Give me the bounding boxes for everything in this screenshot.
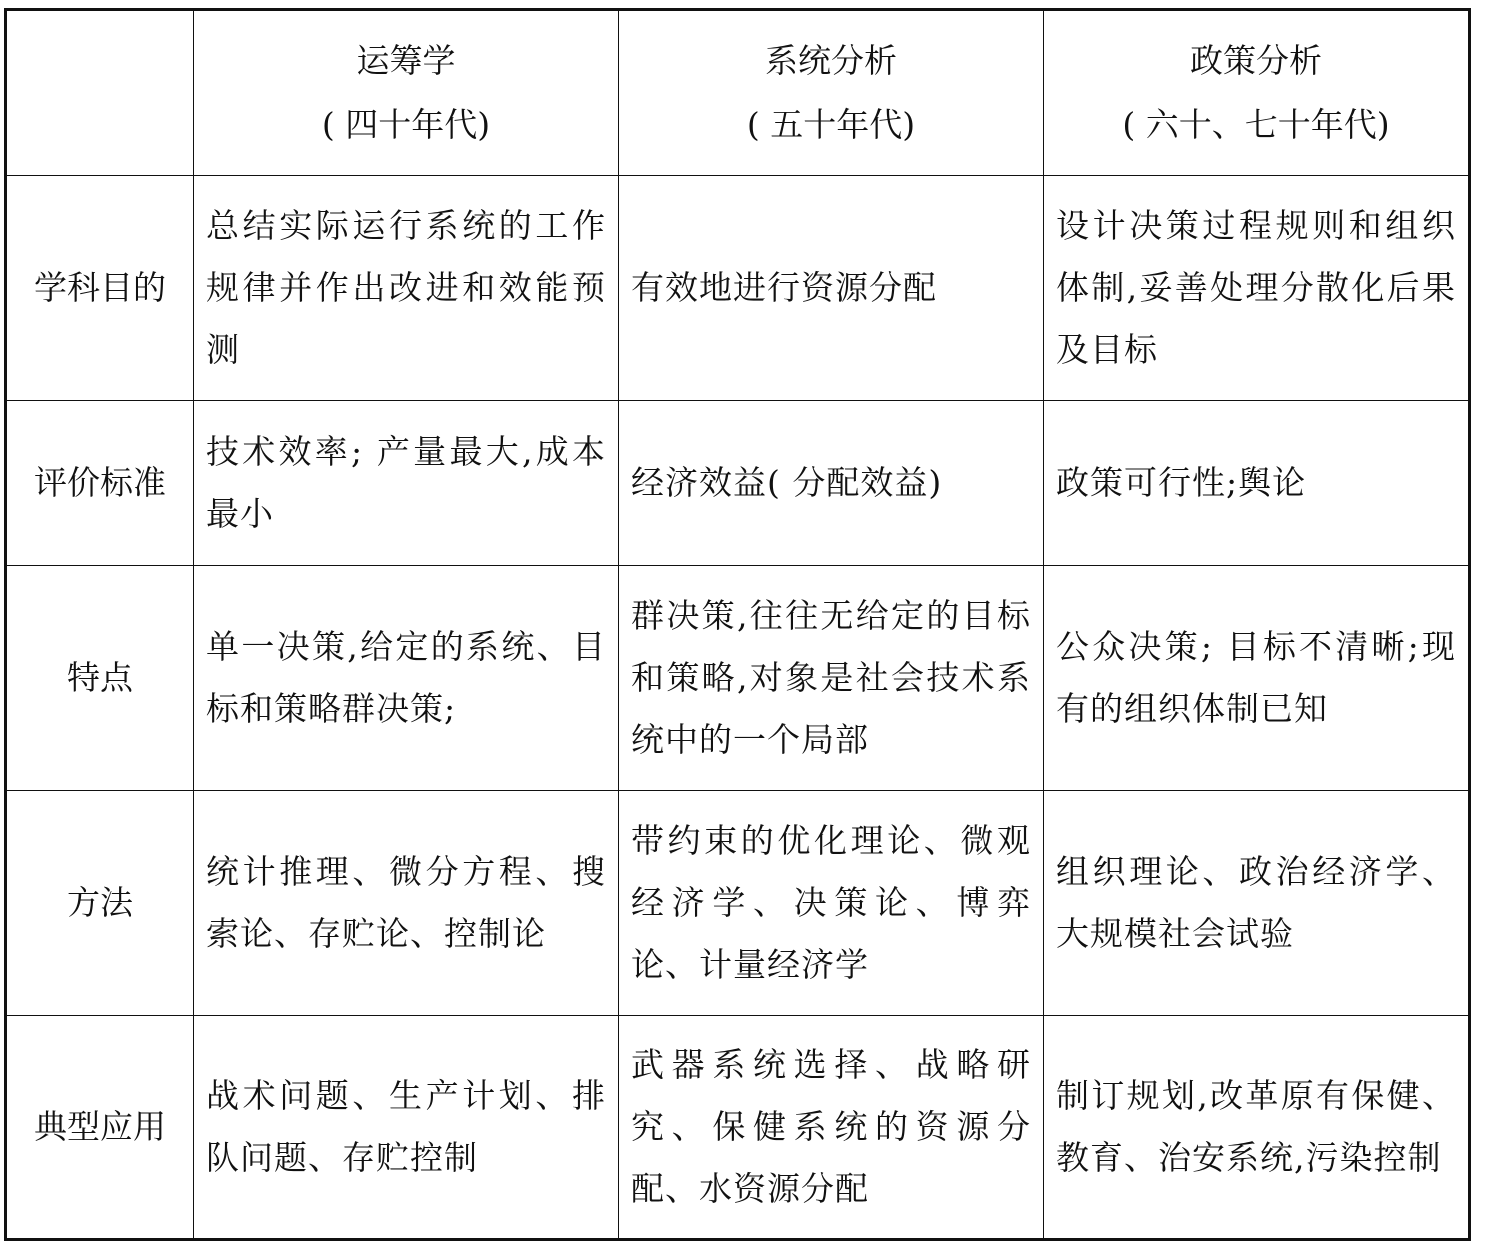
column-title: 系统分析 — [765, 41, 897, 80]
table-row-applications — [6, 1016, 1470, 1240]
row-label: 特点 — [6, 566, 194, 791]
column-era: ( 四十年代) — [321, 105, 491, 144]
table-row-features — [6, 566, 1470, 791]
table-cell: 单一决策,给定的系统、目标和策略群决策; — [194, 566, 619, 791]
column-era: ( 五十年代) — [746, 105, 916, 144]
table-cell: 武器系统选择、战略研究、保健系统的资源分配、水资源分配 — [619, 1016, 1044, 1240]
column-title: 运筹学 — [356, 41, 456, 80]
row-label: 评价标准 — [6, 401, 194, 566]
header-row — [6, 10, 1470, 176]
table-cell: 有效地进行资源分配 — [619, 176, 1044, 401]
table-cell: 设计决策过程规则和组织体制,妥善处理分散化后果及目标 — [1044, 176, 1470, 401]
row-label: 方法 — [6, 791, 194, 1016]
row-label: 学科目的 — [6, 176, 194, 401]
column-header-operations-research — [194, 10, 619, 176]
table-cell: 总结实际运行系统的工作规律并作出改进和效能预测 — [194, 176, 619, 401]
table-cell: 统计推理、微分方程、搜索论、存贮论、控制论 — [194, 791, 619, 1016]
table-row-purpose — [6, 176, 1470, 401]
table-cell: 组织理论、政治经济学、大规模社会试验 — [1044, 791, 1470, 1016]
table-cell: 经济效益( 分配效益) — [619, 401, 1044, 566]
table-row-criteria — [6, 401, 1470, 566]
column-title: 政策分析 — [1190, 41, 1322, 80]
column-era: ( 六十、七十年代) — [1122, 105, 1390, 144]
table-cell: 群决策,往往无给定的目标和策略,对象是社会技术系统中的一个局部 — [619, 566, 1044, 791]
table-cell: 政策可行性;舆论 — [1044, 401, 1470, 566]
column-header-systems-analysis — [619, 10, 1044, 176]
table-row-methods — [6, 791, 1470, 1016]
comparison-table — [4, 8, 1471, 1241]
table-cell: 带约束的优化理论、微观经济学、决策论、博弈论、计量经济学 — [619, 791, 1044, 1016]
corner-cell — [6, 10, 194, 176]
row-label: 典型应用 — [6, 1016, 194, 1240]
table-cell: 战术问题、生产计划、排队问题、存贮控制 — [194, 1016, 619, 1240]
table-cell: 技术效率; 产量最大,成本最小 — [194, 401, 619, 566]
table-cell: 公众决策; 目标不清晰;现有的组织体制已知 — [1044, 566, 1470, 791]
column-header-policy-analysis — [1044, 10, 1470, 176]
table-cell: 制订规划,改革原有保健、教育、治安系统,污染控制 — [1044, 1016, 1470, 1240]
